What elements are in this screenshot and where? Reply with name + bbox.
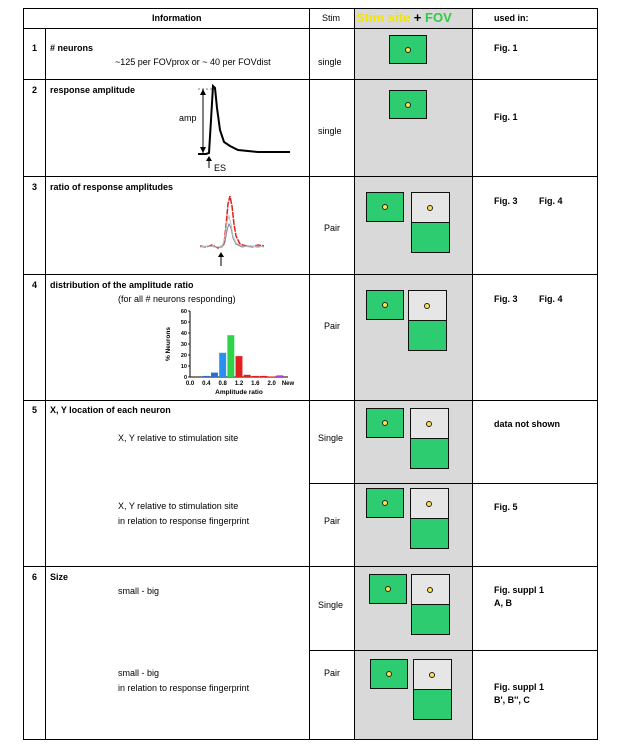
- stim-site-dot: [382, 204, 388, 210]
- x-tick-label: 1.2: [234, 381, 244, 387]
- fov-box-bottom: [411, 604, 450, 635]
- row-title: ratio of response amplitudes: [50, 182, 174, 192]
- histogram-bar: [260, 376, 267, 377]
- row-used-in-a: data not shown: [494, 419, 560, 429]
- row-text: ~125 per FOVprox or ~ 40 per FOVdist: [115, 57, 271, 67]
- response-trace-figure: [176, 80, 301, 175]
- row-title: # neurons: [50, 43, 94, 53]
- histogram-bar: [219, 353, 226, 377]
- row-number: 6: [32, 572, 38, 582]
- es-label: ES: [214, 163, 227, 173]
- row-sub-b2: in relation to response fingerprint: [118, 683, 250, 693]
- fov-box-top: [413, 659, 452, 690]
- stim-site-box: [389, 90, 427, 119]
- row-used-in: Fig. 3: [494, 196, 518, 206]
- grid-line: [23, 274, 597, 275]
- grid-line: [472, 8, 473, 740]
- row-number: 4: [32, 280, 38, 290]
- fov-dot: [427, 587, 433, 593]
- fov-box-bottom: [411, 222, 450, 253]
- fov-box-bottom: [410, 518, 449, 549]
- stim-site-box: [369, 574, 407, 604]
- row-stim-b: Pair: [324, 516, 341, 526]
- row-used-in-2: Fig. 4: [539, 196, 563, 206]
- grid-line: [309, 650, 597, 651]
- row-stim-a: Single: [318, 433, 344, 443]
- stim-site-box: [366, 408, 404, 438]
- fov-box-bottom: [410, 438, 449, 469]
- grid-line: [597, 8, 598, 740]
- header-used-in: used in:: [494, 13, 529, 23]
- histogram-bar: [244, 375, 251, 377]
- x-tick-label: 0.0: [185, 381, 195, 387]
- y-tick-label: 60: [180, 309, 187, 315]
- histogram-bar: [276, 375, 283, 377]
- row-title: Size: [50, 572, 69, 582]
- amplitude-ratio-chart: [152, 305, 295, 399]
- row-stim: Pair: [324, 223, 341, 233]
- row-number: 5: [32, 405, 38, 415]
- ratio-trace-figure: [198, 186, 268, 268]
- row-number: 3: [32, 182, 38, 192]
- fov-dot: [426, 421, 432, 427]
- stim-site-dot: [382, 500, 388, 506]
- grid-line: [23, 566, 597, 567]
- grid-line: [309, 483, 597, 484]
- y-axis-label: % Neurons: [165, 327, 172, 361]
- histogram-bar: [236, 356, 243, 377]
- stim-site-dot: [382, 302, 388, 308]
- row-used-in-b: Fig. 5: [494, 502, 518, 512]
- fov-box-top: [411, 192, 450, 223]
- x-tick-label: New: [281, 381, 295, 387]
- fov-box-bottom: [408, 320, 447, 351]
- fov-box-bottom: [413, 689, 452, 720]
- grid-line: [45, 28, 46, 740]
- y-tick-label: 50: [180, 320, 187, 326]
- header-plus: +: [410, 10, 426, 25]
- fov-box-top: [411, 574, 450, 605]
- row-used-in-b1: Fig. suppl 1: [494, 682, 545, 692]
- fov-dot: [424, 303, 430, 309]
- grid-line: [23, 739, 597, 740]
- row-sub-a: X, Y relative to stimulation site: [118, 433, 239, 443]
- header-fov: FOV: [425, 10, 452, 25]
- grid-line: [23, 176, 597, 177]
- row-number: 2: [32, 85, 38, 95]
- y-tick-label: 30: [180, 342, 187, 348]
- row-title: distribution of the amplitude ratio: [50, 280, 194, 290]
- row-used-in: Fig. 1: [494, 112, 518, 122]
- stim-site-dot: [386, 671, 392, 677]
- x-tick-label: 1.6: [251, 381, 260, 387]
- row-used-in-a1: Fig. suppl 1: [494, 585, 545, 595]
- x-tick-label: 2.0: [267, 381, 276, 387]
- y-tick-label: 40: [180, 331, 187, 337]
- row-stim-b: Pair: [324, 668, 341, 678]
- row-sub-b1: small - big: [118, 668, 160, 678]
- row-used-in: Fig. 1: [494, 43, 518, 53]
- histogram-bar: [203, 376, 210, 377]
- row-title: response amplitude: [50, 85, 136, 95]
- row-stim-a: Single: [318, 600, 344, 610]
- fov-box-top: [410, 408, 449, 439]
- amp-label: amp: [179, 113, 197, 123]
- grid-line: [23, 79, 597, 80]
- stim-site-dot: [405, 102, 411, 108]
- grid-line: [23, 8, 597, 9]
- header-stim-site: Stim site: [356, 10, 411, 25]
- x-tick-label: 0.4: [202, 381, 211, 387]
- row-stim: single: [318, 57, 342, 67]
- histogram-bar: [227, 335, 234, 377]
- row-sub-b1: X, Y relative to stimulation site: [118, 501, 239, 511]
- fov-box-top: [408, 290, 447, 321]
- row-number: 1: [32, 43, 38, 53]
- x-axis-label: Amplitude ratio: [215, 389, 263, 396]
- ratio-trace-svg: [198, 186, 268, 268]
- fov-dot: [426, 501, 432, 507]
- stim-site-box: [389, 35, 427, 64]
- stim-site-dot: [382, 420, 388, 426]
- stim-site-box: [366, 192, 404, 222]
- fov-box-top: [410, 488, 449, 519]
- stim-site-dot: [405, 47, 411, 53]
- histogram-bar: [252, 376, 259, 377]
- amplitude-ratio-chart-svg: [152, 305, 295, 399]
- stim-site-box: [370, 659, 408, 689]
- row-title: X, Y location of each neuron: [50, 405, 171, 415]
- row-stim: Pair: [324, 321, 341, 331]
- row-used-in: Fig. 3: [494, 294, 518, 304]
- stim-site-box: [366, 488, 404, 518]
- grid-line: [23, 400, 597, 401]
- grid-line: [23, 8, 24, 740]
- y-tick-label: 20: [180, 353, 187, 359]
- grid-line: [23, 28, 597, 29]
- row-sub-b2: in relation to response fingerprint: [118, 516, 250, 526]
- x-tick-label: 0.8: [218, 381, 227, 387]
- header-stim-site-fov: [356, 9, 452, 26]
- header-stim: Stim: [322, 13, 340, 23]
- histogram-bar: [268, 376, 275, 377]
- row-subtitle: (for all # neurons responding): [118, 294, 236, 304]
- header-information: Information: [152, 13, 202, 23]
- row-sub-a: small - big: [118, 586, 160, 596]
- row-used-in-a2: A, B: [494, 598, 512, 608]
- y-tick-label: 10: [180, 364, 187, 370]
- row-stim: single: [318, 126, 342, 136]
- response-trace-svg: [176, 80, 301, 175]
- y-tick-label: 0: [183, 375, 187, 381]
- row-used-in-2: Fig. 4: [539, 294, 563, 304]
- stim-site-box: [366, 290, 404, 320]
- fov-dot: [429, 672, 435, 678]
- stim-site-dot: [385, 586, 391, 592]
- grid-line: [309, 8, 310, 740]
- grid-line: [354, 8, 355, 740]
- row-used-in-b2: B', B'', C: [494, 695, 530, 705]
- fov-dot: [427, 205, 433, 211]
- histogram-bar: [211, 373, 218, 377]
